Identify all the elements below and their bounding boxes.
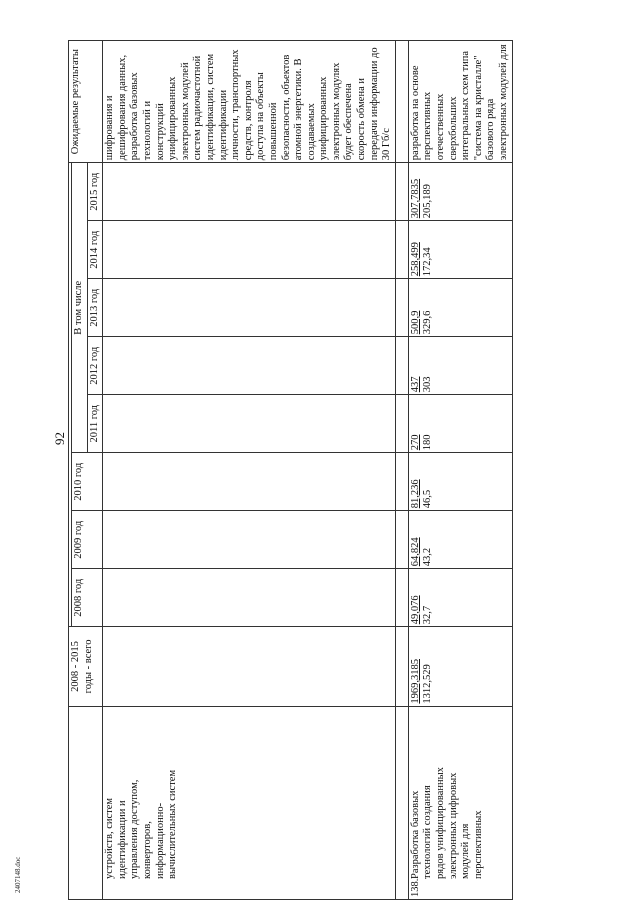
item-138-name: 138.Разработка базовых технологий создания рядов унифицированных электронных цифровых модулей для перспективных [408,706,512,899]
item-138-results: разработка на основе перспективных отечественных сверхбольших интегральных схем типа "система на кристалле" базового ряда электронных модулей для [408,41,512,163]
continuation-name: устройств, систем идентификации и управления доступом, конверторов, информационно-вычислительных систем [103,706,396,899]
page-number: 92 [52,432,67,445]
header-group-label: В том числе [72,163,88,453]
item-138-2008: 49,076 32,7 [408,569,512,627]
item-138-2011: 270 180 [408,395,512,453]
item-138-2014: 258,499 172,34 [408,221,512,279]
header-2014: 2014 год [87,221,103,279]
item-138-total: 1969,3185 1312,529 [408,627,512,706]
header-name-cell [69,706,103,899]
header-total: 2008 - 2015 годы - всего [69,627,103,706]
item-138-number: 138. [409,878,421,897]
item-138-2009: 64,824 43,2 [408,511,512,569]
item-138-2010: 81,236 46,5 [408,453,512,511]
header-2009: 2009 год [72,511,103,569]
item-138-2013: 500,9 329,6 [408,279,512,337]
item-138-2012: 437 303 [408,337,512,395]
header-2013: 2013 год [87,279,103,337]
header-2008: 2008 год [72,569,103,627]
header-2010: 2010 год [72,453,103,511]
document-filename: 2407148.doc [14,856,22,893]
program-table [68,40,513,900]
rotated-page-content [68,20,628,900]
continuation-results: шифрования и дешифрования данных, разработка базовых технологий и конструкций унифицированных электронных модулей систем радиочастотной идентификации, систем идентификации личности, транспортных средств, контроля доступа на объекты повышенной безопасности, объектов атомной энергетики. В создаваемых унифицированных электронных модулях будет обеспечена скорость обмена и передачи информации до 30 Гб/с [103,41,396,163]
header-results: Ожидаемые результаты [69,41,103,163]
table-row-138 [408,41,512,900]
table-row-continuation [103,41,396,900]
item-138-2015: 307,7835 205,189 [408,163,512,221]
header-2011: 2011 год [87,395,103,453]
header-2015: 2015 год [87,163,103,221]
header-2012: 2012 год [87,337,103,395]
table-header [69,41,103,900]
